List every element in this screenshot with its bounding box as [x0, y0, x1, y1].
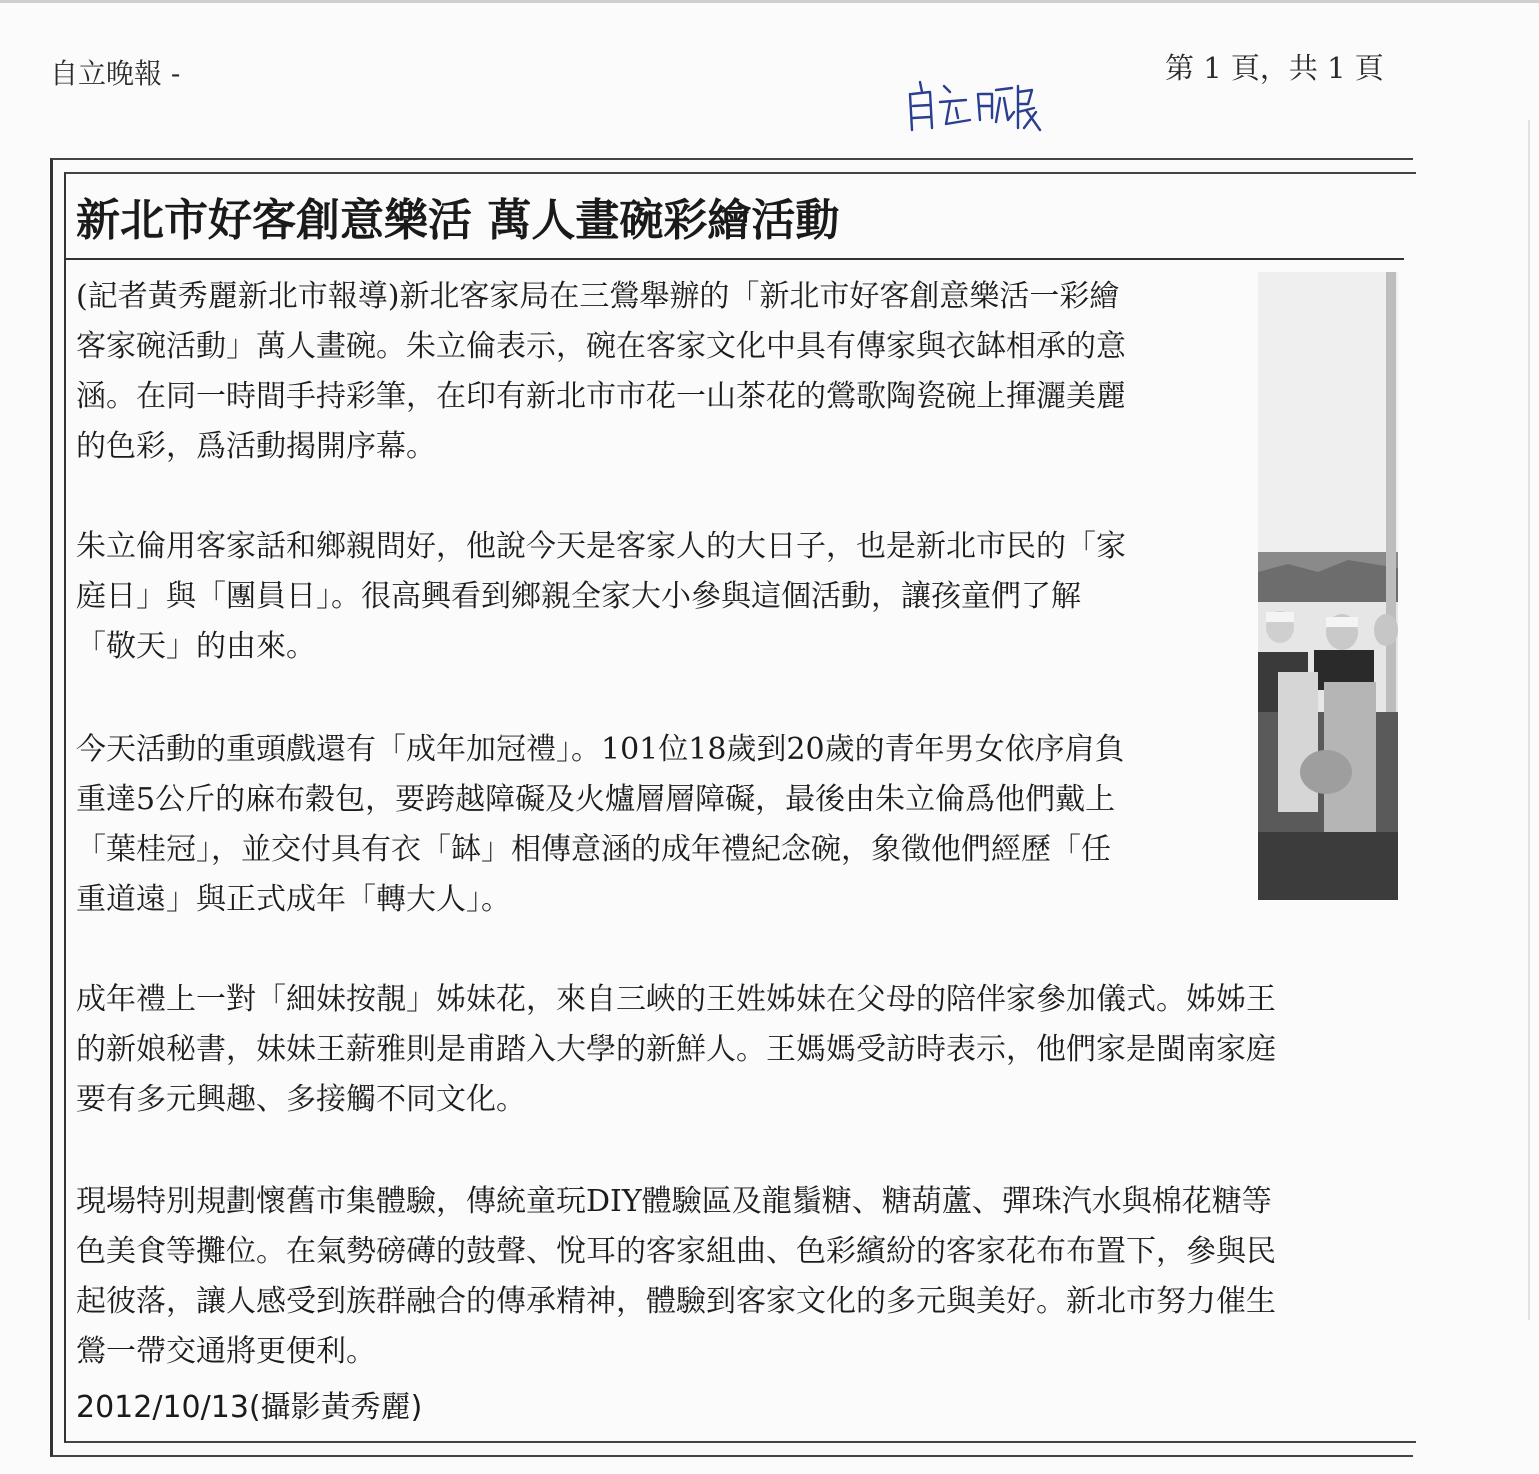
- paragraph-2: [76, 522, 1126, 672]
- page-info: 第 1 頁，共 1 頁: [1165, 51, 1384, 85]
- paragraph-line: 涵。在同一時間手持彩筆，在印有新北市市花一山茶花的鶯歌陶瓷碗上揮灑美麗: [76, 379, 1126, 414]
- paragraph-line: 要有多元興趣、多接觸不同文化。: [76, 1082, 526, 1117]
- paragraph-line: 鶯一帶交通將更便利。: [76, 1334, 376, 1369]
- paragraph-line: 客家碗活動」萬人畫碗。朱立倫表示，碗在客家文化中具有傳家與衣缽相承的意: [76, 329, 1126, 364]
- headline-divider: [64, 258, 1404, 260]
- publication-name: 自立晚報 -: [50, 57, 181, 90]
- paragraph-line: 的新娘秘書，妹妹王薪雅則是甫踏入大學的新鮮人。王媽媽受訪時表示，他們家是閩南家庭: [76, 1032, 1276, 1067]
- paragraph-line: 朱立倫用客家話和鄉親問好，他說今天是客家人的大日子，也是新北市民的「家: [76, 529, 1126, 564]
- paragraph-3: [76, 725, 1125, 925]
- paragraph-line: 重道遠」與正式成年「轉大人」。: [76, 882, 511, 917]
- paragraph-1: [76, 272, 1126, 472]
- article-byline: 2012/10/13(攝影黃秀麗): [76, 1390, 423, 1425]
- paragraph-line: 「葉桂冠」，並交付具有衣「缽」相傳意涵的成年禮紀念碗，象徵他們經歷「任: [76, 832, 1111, 867]
- paragraph-line: 起彼落，讓人感受到族群融合的傳承精神，體驗到客家文化的多元與美好。新北市努力催生: [76, 1284, 1276, 1319]
- paragraph-line: 現場特別規劃懷舊市集體驗，傳統童玩DIY體驗區及龍鬚糖、糖葫蘆、彈珠汽水與棉花糖等: [76, 1184, 1272, 1219]
- paragraph-5: [76, 1177, 1398, 1377]
- paragraph-line: 庭日」與「團員日」。很高興看到鄉親全家大小參與這個活動，讓孩童們了解: [76, 579, 1081, 614]
- scan-edge-right: [1528, 120, 1530, 1320]
- paragraph-line: 的色彩，爲活動揭開序幕。: [76, 429, 436, 464]
- paragraph-line: 重達5公斤的麻布穀包，要跨越障礙及火爐層層障礙，最後由朱立倫爲他們戴上: [76, 782, 1116, 817]
- handwritten-signature: [900, 72, 1050, 142]
- paragraph-line: 色美食等攤位。在氣勢磅礡的鼓聲、悅耳的客家組曲、色彩繽紛的客家花布布置下，參與民: [76, 1234, 1276, 1269]
- paragraph-line: 今天活動的重頭戲還有「成年加冠禮」。101位18歲到20歲的青年男女依序肩負: [76, 732, 1125, 767]
- paragraph-4: [76, 975, 1398, 1125]
- scan-edge-top: [0, 0, 1539, 3]
- paragraph-line: (記者黃秀麗新北市報導)新北客家局在三鶯舉辦的「新北市好客創意樂活一彩繪: [76, 279, 1120, 314]
- paragraph-line: 「敬天」的由來。: [76, 629, 316, 664]
- paragraph-line: 成年禮上一對「細妹按靚」姊妹花，來自三峽的王姓姊妹在父母的陪伴家參加儀式。姊姊王: [76, 982, 1276, 1017]
- event-photo: [1258, 272, 1398, 900]
- article-headline: 新北市好客創意樂活 萬人畫碗彩繪活動: [76, 195, 840, 246]
